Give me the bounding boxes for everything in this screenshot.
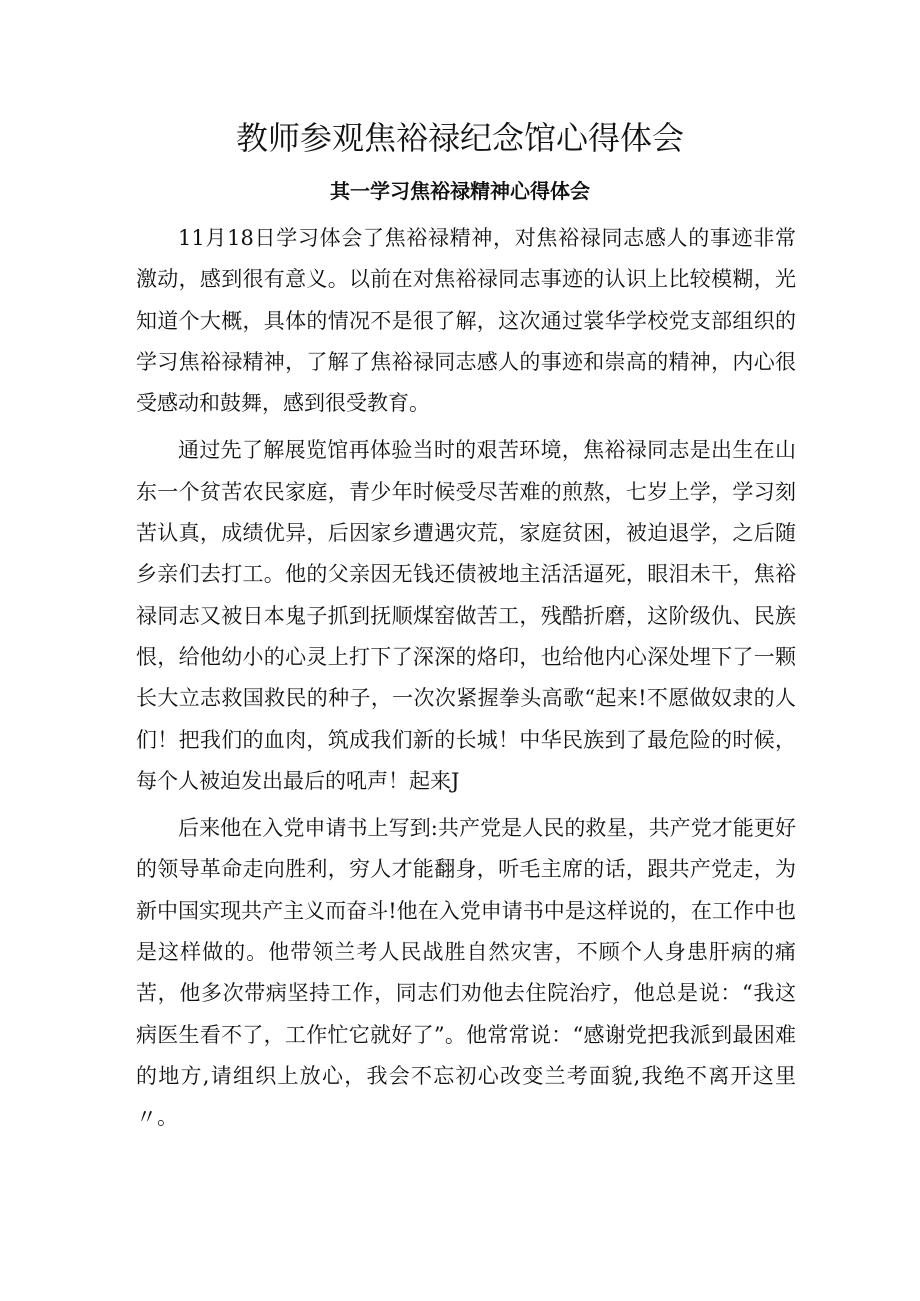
document-subtitle: 其一学习焦裕禄精神心得体会 xyxy=(330,179,590,203)
paragraph-2: 通过先了解展览馆再体验当时的艰苦环境，焦裕禄同志是出生在山东一个贫苦农民家庭，青少年时候受尽苦难的煎熬，七岁上学，学习刻苦认真，成绩优异，后因家乡遭遇灾荒，家庭贫困，被迫退学，之后随乡亲们去打工。他的父亲因无钱还债被地主活活逼死，眼泪未干，焦裕禄同志又被日本鬼子抓到抚顺煤窑做苦工，残酷折磨，这阶级仇、民族恨，给他幼小的心灵上打下了深深的烙印，也给他内心深处埋下了一颗长大立志救国救民的种子，一次次紧握拳头高歌“起来!不愿做奴隶的人们！把我们的血肉，筑成我们新的长城！中华民族到了最危险的时候，每个人被迫发出最后的吼声！起来J xyxy=(136,438,796,793)
document-title: 教师参观焦裕禄纪念馆心得体会 xyxy=(235,119,684,157)
paragraph-3: 后来他在入党申请书上写到:共产党是人民的救星，共产党才能更好的领导革命走向胜利，穷人才能翻身，听毛主席的话，跟共产党走，为新中国实现共产主义而奋斗!他在入党申请书中是这样说的，在工作中也是这样做的。他带领兰考人民战胜自然灾害，不顾个人身患肝病的痛苦，他多次带病坚持工作，同志们劝他去住院治疗，他总是说：“我这病医生看不了，工作忙它就好了”。他常常说：“感谢党把我派到最困难的地方,请组织上放心，我会不忘初心改变兰考面貌,我绝不离开这里〃。 xyxy=(136,816,796,1130)
paragraph-1: 11月18日学习体会了焦裕禄精神，对焦裕禄同志感人的事迹非常激动，感到很有意义。以前在对焦裕禄同志事迹的认识上比较模糊，光知道个大概，具体的情况不是很了解，这次通过裳华学校党支部组织的学习焦裕禄精神，了解了焦裕禄同志感人的事迹和崇高的精神，内心很受感动和鼓舞，感到很受教育。 xyxy=(136,226,796,416)
document-body xyxy=(136,218,796,1139)
